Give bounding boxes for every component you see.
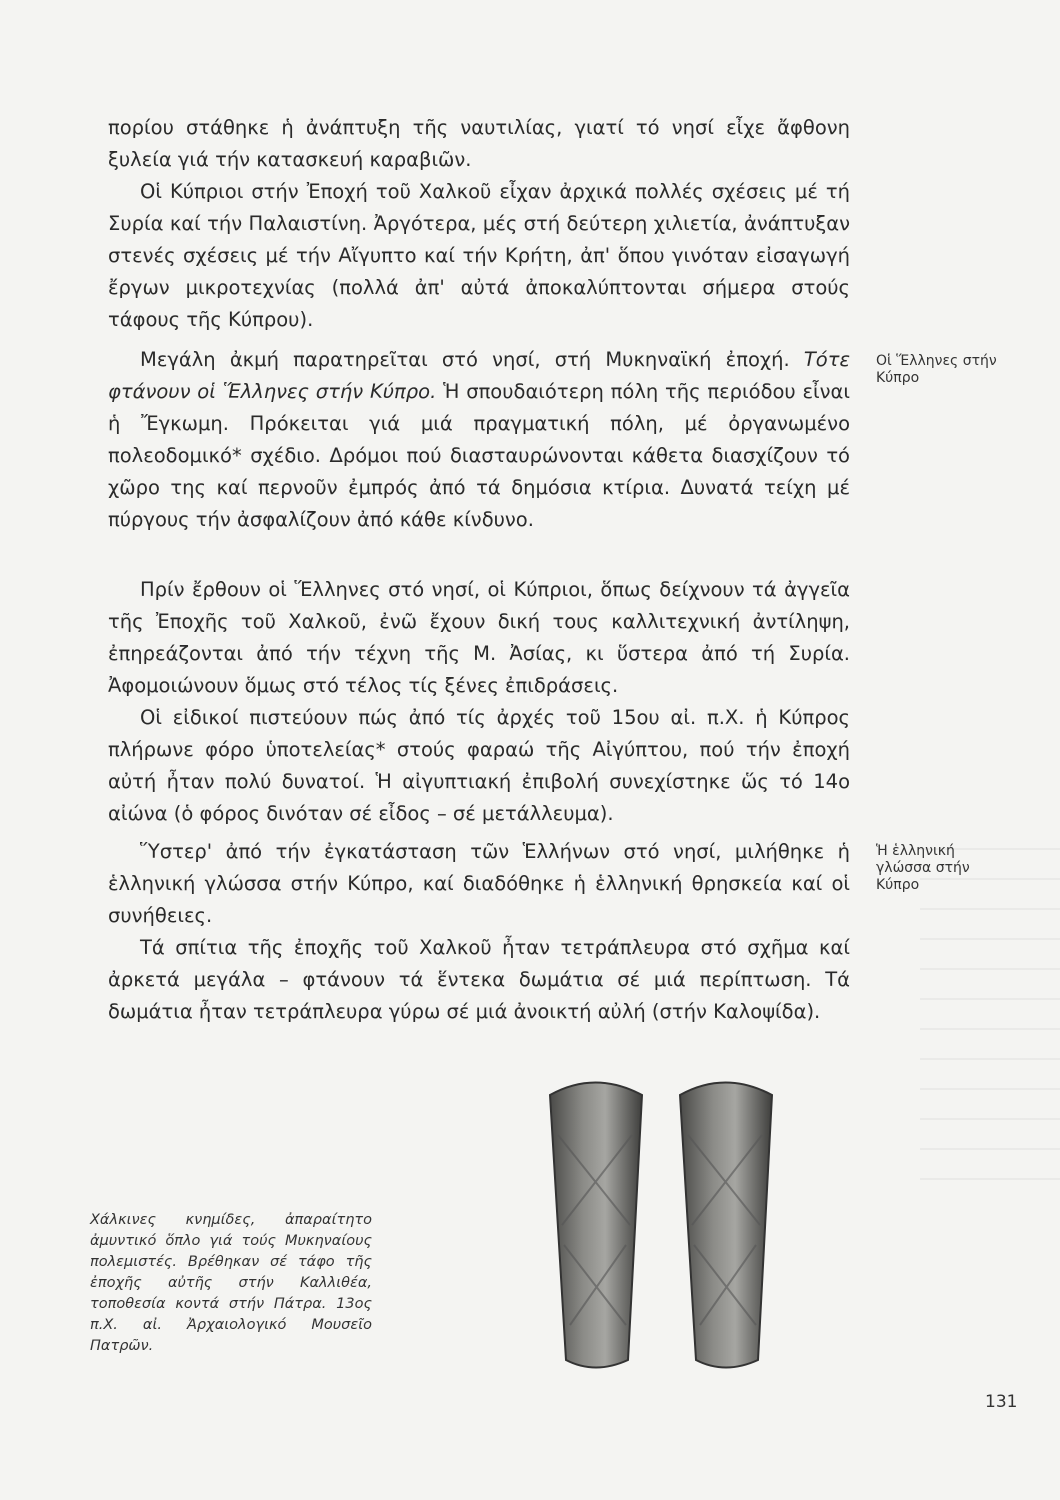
emphasized-text: Τότε φτάνουν οἱ Ἕλληνες στήν Κύπρο. [108, 348, 851, 403]
greave-left [550, 1083, 642, 1368]
greaves-photo [540, 1075, 780, 1385]
paragraph-block-4 [108, 836, 850, 1028]
paragraph: πορίου στάθηκε ἡ ἀνάπτυξη τῆς ναυτιλίας, γιατί τό νησί εἶχε ἄφθονη ξυλεία γιά τήν κατασκευή καραβιῶν. [108, 116, 850, 171]
paragraph: Πρίν ἔρθουν οἱ Ἕλληνες στό νησί, οἱ Κύπριοι, ὅπως δείχνουν τά ἀγγεῖα τῆς Ἐποχῆς τοῦ Χαλκοῦ, ἐνῶ ἔχουν δική τους καλλιτεχνική ἀντίληψη, ἐπηρεάζονται ἀπό τήν τέχνη τῆς Μ. Ἀσίας, κι ὕστερα ἀπό τή Συρία. Ἀφομοιώνουν ὅμως στό τέλος τίς ξένες ἐπιδράσεις. [108, 578, 850, 697]
greave-right [680, 1083, 772, 1368]
figure-caption: Χάλκινες κνημίδες, ἀπαραίτητο ἀμυντικό ὅπλο γιά τούς Μυκηναίους πολεμιστές. Βρέθηκαν σέ τάφο τῆς ἐποχῆς αὐτῆς στήν Καλλιθέα, τοποθεσία κοντά στήν Πάτρα. 13ος π.Χ. αἰ. Ἀρχαιολογικό Μουσεῖο Πατρῶν. [90, 1212, 372, 1354]
margin-note-language: Ἡ ἑλληνική γλώσσα στήν Κύπρο [876, 843, 970, 893]
rest-text: Ἡ σπουδαιότερη πόλη τῆς περιόδου εἶναι ἡ Ἔγκωμη. Πρόκειται γιά μιά πραγματική πόλη, μέ ὀργανωμένο πολεοδομικό* σχέδιο. Δρόμοι πού διασταυρώνονται κάθετα διασχίζουν τό χῶρο της καί περνοῦν ἐμπρός ἀπό τά δημόσια κτίρια. Δυνατά τείχη μέ πύργους τήν ἀσφαλίζουν ἀπό κάθε κίνδυνο. [108, 380, 851, 531]
paragraph [108, 344, 850, 536]
page-number: 131 [985, 1392, 1018, 1412]
paragraph-block-1 [108, 112, 850, 336]
paragraph: Ὕστερ' ἀπό τήν ἐγκατάσταση τῶν Ἑλλήνων στό νησί, μιλήθηκε ἡ ἑλληνική γλώσσα στήν Κύπρο, καί διαδόθηκε ἡ ἑλληνική θρησκεία καί οἱ συνήθειες. [108, 840, 850, 927]
paragraph: Οἱ Κύπριοι στήν Ἐποχή τοῦ Χαλκοῦ εἶχαν ἀρχικά πολλές σχέσεις μέ τή Συρία καί τήν Παλαιστίνη. Ἀργότερα, μές στή δεύτερη χιλιετία, ἀνάπτυξαν στενές σχέσεις μέ τήν Αἴγυπτο καί τήν Κρήτη, ἀπ' ὅπου γινόταν εἰσαγωγή ἔργων μικροτεχνίας (πολλά ἀπ' αὐτά ἀποκαλύπτονται σήμερα στούς τάφους τῆς Κύπρου). [108, 180, 850, 331]
paragraph: Οἱ εἰδικοί πιστεύουν πώς ἀπό τίς ἀρχές τοῦ 15ου αἰ. π.Χ. ἡ Κύπρος πλήρωνε φόρο ὑποτελείας* στούς φαραώ τῆς Αἰγύπτου, πού τήν ἐποχή αὐτή ἦταν πολύ δυνατοί. Ἡ αἰγυπτιακή ἐπιβολή συνεχίστηκε ὥς τό 14ο αἰώνα (ὁ φόρος δινόταν σέ εἶδος – σέ μετάλλευμα). [108, 706, 850, 825]
margin-note-greeks: Οἱ Ἕλληνες στήν Κύπρο [876, 353, 997, 386]
paragraph-block-2 [108, 344, 850, 536]
paragraph: Τά σπίτια τῆς ἐποχῆς τοῦ Χαλκοῦ ἦταν τετράπλευρα στό σχῆμα καί ἀρκετά μεγάλα – φτάνουν τά ἕντεκα δωμάτια σέ μιά περίπτωση. Τά δωμάτια ἦταν τετράπλευρα γύρω σέ μιά ἀνοικτή αὐλή (στήν Καλοψίδα). [108, 936, 850, 1023]
lead-text: Μεγάλη ἀκμή παρατηρεῖται στό νησί, στή Μυκηναϊκή ἐποχή. [140, 348, 790, 371]
paragraph-block-3 [108, 574, 850, 830]
